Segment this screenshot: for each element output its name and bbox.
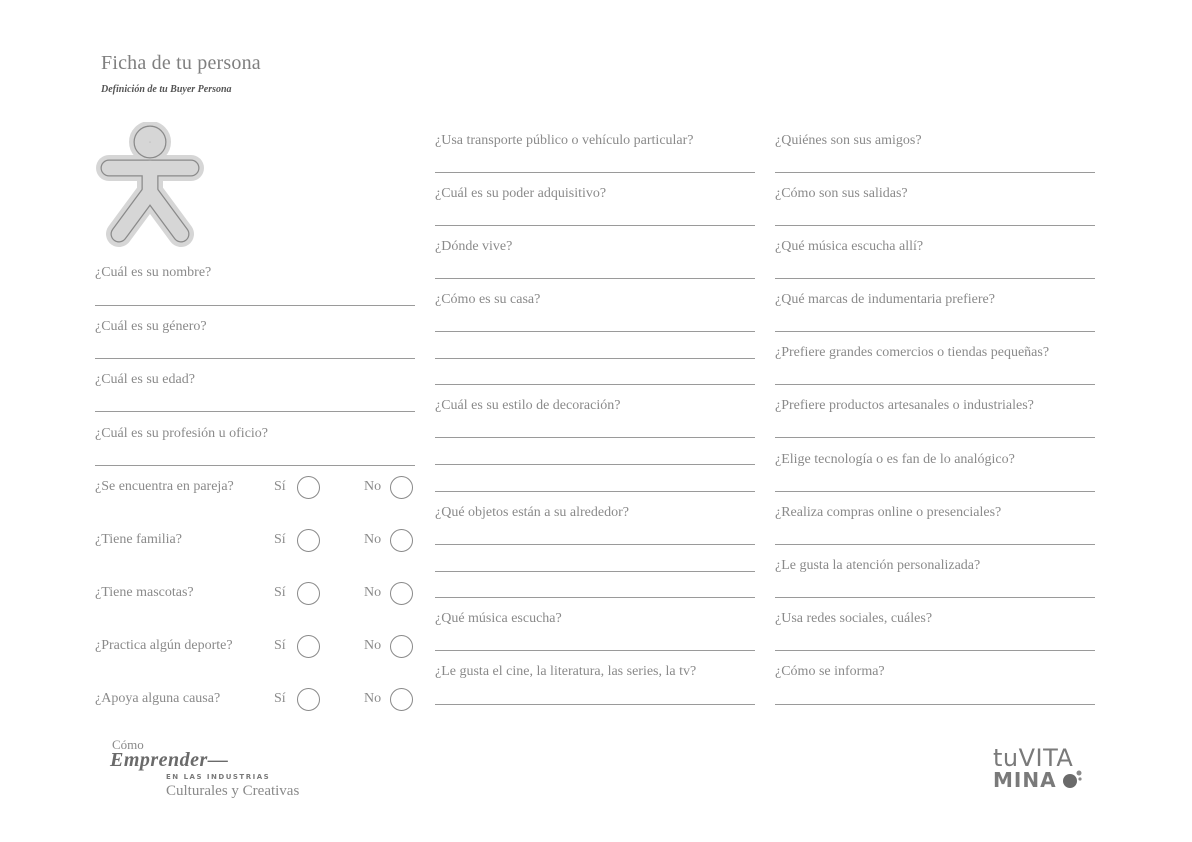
- question-tecnologia: ¿Elige tecnología o es fan de lo analógico?: [775, 452, 1015, 467]
- yes-radio[interactable]: [297, 688, 320, 711]
- question-comercios: ¿Prefiere grandes comercios o tiendas pequeñas?: [775, 345, 1050, 360]
- question-marcas: ¿Qué marcas de indumentaria prefiere?: [775, 292, 995, 307]
- question-objetos: ¿Qué objetos están a su alrededor?: [435, 505, 629, 520]
- answer-line[interactable]: [775, 491, 1095, 492]
- yes-radio[interactable]: [297, 635, 320, 658]
- question-casa: ¿Cómo es su casa?: [435, 292, 541, 307]
- logo-bubbles-icon: [1062, 766, 1084, 790]
- yes-label: Sí: [274, 532, 286, 547]
- question-redes: ¿Usa redes sociales, cuáles?: [775, 611, 933, 626]
- no-label: No: [364, 638, 382, 653]
- no-radio[interactable]: [390, 635, 413, 658]
- question-musica: ¿Qué música escucha?: [435, 611, 562, 626]
- yes-label: Sí: [274, 585, 286, 600]
- no-radio[interactable]: [390, 688, 413, 711]
- question-pareja: ¿Se encuentra en pareja?: [95, 479, 234, 494]
- answer-line[interactable]: [775, 278, 1095, 279]
- question-edad: ¿Cuál es su edad?: [95, 372, 195, 387]
- question-genero: ¿Cuál es su género?: [95, 319, 207, 334]
- question-deporte: ¿Practica algún deporte?: [95, 638, 233, 653]
- question-salidas: ¿Cómo son sus salidas?: [775, 186, 908, 201]
- answer-line[interactable]: [435, 358, 755, 359]
- yes-radio[interactable]: [297, 476, 320, 499]
- yes-label: Sí: [274, 691, 286, 706]
- answer-line[interactable]: [435, 384, 755, 385]
- yes-label: Sí: [274, 638, 286, 653]
- answer-line[interactable]: [775, 704, 1095, 705]
- answer-line[interactable]: [435, 172, 755, 173]
- logo-line-mina: MINA: [993, 768, 1057, 792]
- answer-line[interactable]: [95, 305, 415, 306]
- question-nombre: ¿Cuál es su nombre?: [95, 265, 212, 280]
- question-compras: ¿Realiza compras online o presenciales?: [775, 505, 1002, 520]
- answer-line[interactable]: [435, 544, 755, 545]
- no-label: No: [364, 691, 382, 706]
- logo-line-como: Cómo: [112, 737, 144, 752]
- answer-line[interactable]: [775, 172, 1095, 173]
- page-subtitle: Definición de tu Buyer Persona: [101, 84, 232, 95]
- answer-line[interactable]: [775, 650, 1095, 651]
- question-informa: ¿Cómo se informa?: [775, 664, 885, 679]
- yes-radio[interactable]: [297, 529, 320, 552]
- yes-radio[interactable]: [297, 582, 320, 605]
- answer-line[interactable]: [435, 464, 755, 465]
- answer-line[interactable]: [95, 358, 415, 359]
- no-radio[interactable]: [390, 582, 413, 605]
- question-causa: ¿Apoya alguna causa?: [95, 691, 221, 706]
- question-artesanales: ¿Prefiere productos artesanales o industriales?: [775, 398, 1034, 413]
- question-cine: ¿Le gusta el cine, la literatura, las series, la tv?: [435, 664, 697, 679]
- answer-line[interactable]: [435, 704, 755, 705]
- answer-line[interactable]: [95, 411, 415, 412]
- person-figure-icon: [95, 122, 205, 252]
- logo-line-culturales: Culturales y Creativas: [166, 783, 300, 799]
- question-profesion: ¿Cuál es su profesión u oficio?: [95, 426, 269, 441]
- answer-line[interactable]: [775, 384, 1095, 385]
- answer-line[interactable]: [775, 225, 1095, 226]
- no-radio[interactable]: [390, 529, 413, 552]
- no-label: No: [364, 585, 382, 600]
- answer-line[interactable]: [95, 465, 415, 466]
- answer-line[interactable]: [435, 278, 755, 279]
- question-decoracion: ¿Cuál es su estilo de decoración?: [435, 398, 621, 413]
- question-mascotas: ¿Tiene mascotas?: [95, 585, 194, 600]
- question-poder-adquisitivo: ¿Cuál es su poder adquisitivo?: [435, 186, 607, 201]
- no-radio[interactable]: [390, 476, 413, 499]
- answer-line[interactable]: [435, 225, 755, 226]
- no-label: No: [364, 479, 382, 494]
- logo-line-industrias: EN LAS INDUSTRIAS: [166, 773, 271, 781]
- answer-line[interactable]: [775, 544, 1095, 545]
- answer-line[interactable]: [775, 331, 1095, 332]
- yes-label: Sí: [274, 479, 286, 494]
- question-transporte: ¿Usa transporte público o vehículo particular?: [435, 133, 694, 148]
- answer-line[interactable]: [435, 650, 755, 651]
- answer-line[interactable]: [435, 491, 755, 492]
- answer-line[interactable]: [435, 571, 755, 572]
- logo-line-tuvita: tuVITA: [993, 744, 1074, 772]
- answer-line[interactable]: [435, 597, 755, 598]
- answer-line[interactable]: [435, 331, 755, 332]
- page-title: Ficha de tu persona: [101, 52, 261, 74]
- logo-line-emprender: Emprender—: [110, 749, 229, 771]
- question-amigos: ¿Quiénes son sus amigos?: [775, 133, 922, 148]
- answer-line[interactable]: [435, 437, 755, 438]
- no-label: No: [364, 532, 382, 547]
- question-familia: ¿Tiene familia?: [95, 532, 182, 547]
- question-atencion: ¿Le gusta la atención personalizada?: [775, 558, 981, 573]
- answer-line[interactable]: [775, 437, 1095, 438]
- question-donde-vive: ¿Dónde vive?: [435, 239, 513, 254]
- question-musica-alli: ¿Qué música escucha allí?: [775, 239, 924, 254]
- answer-line[interactable]: [775, 597, 1095, 598]
